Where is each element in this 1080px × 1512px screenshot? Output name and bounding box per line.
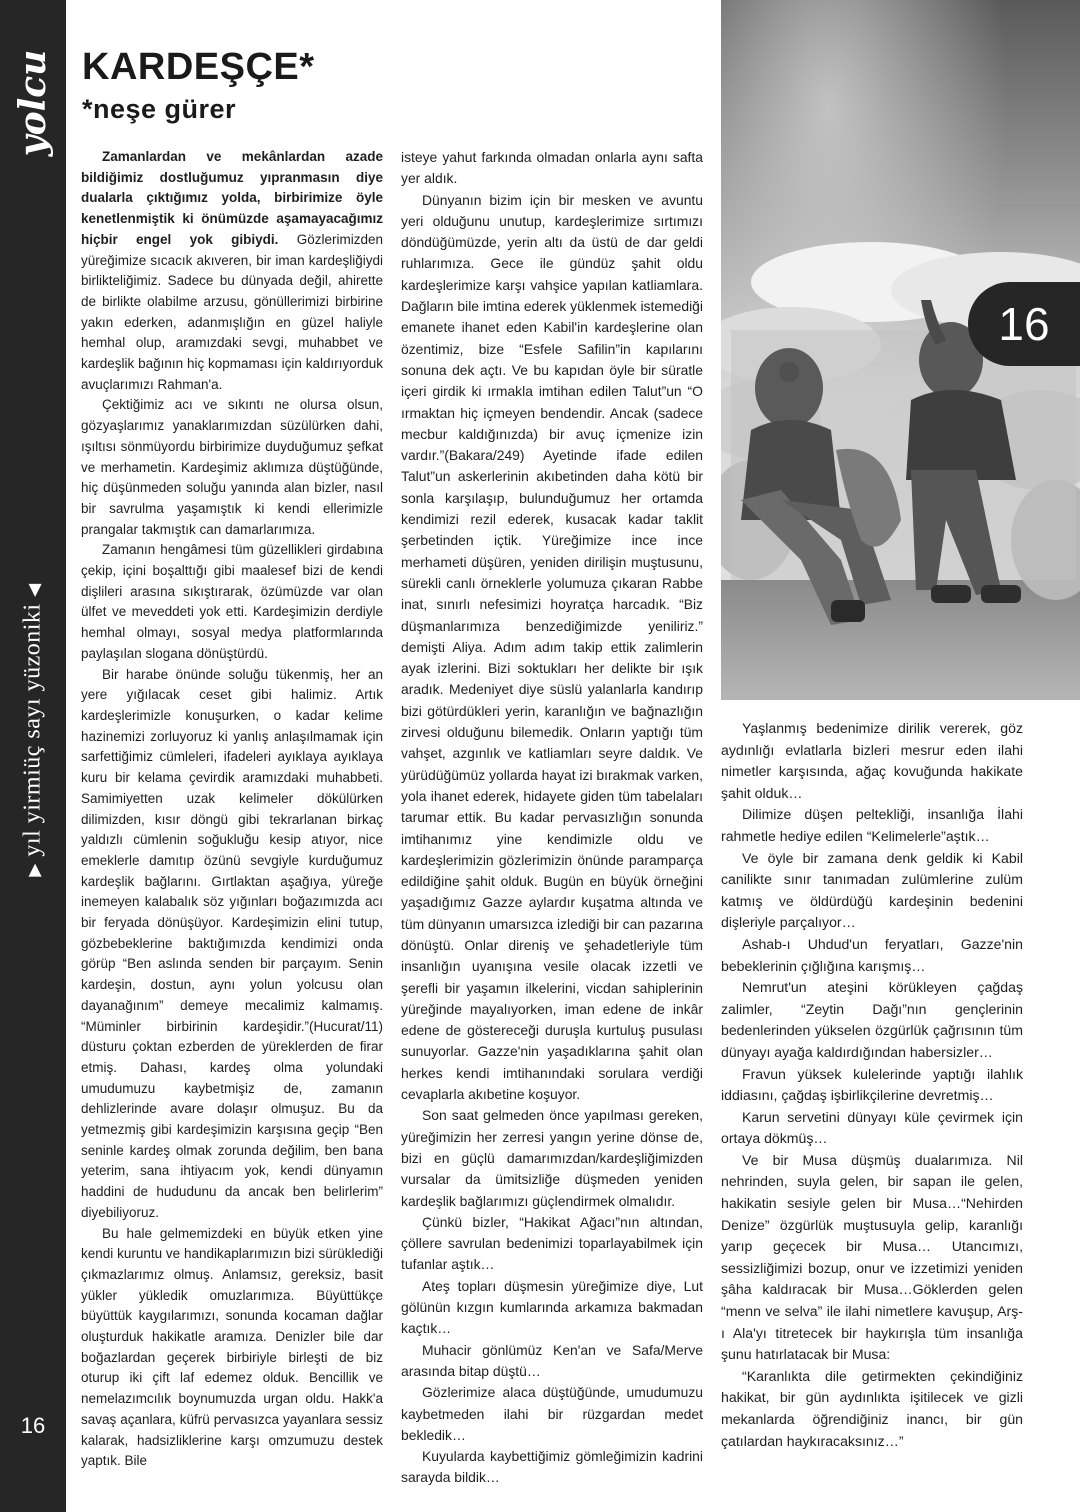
paragraph: Zamanın hengâmesi tüm güzellikleri girdabına çekip, içini boşalttığı gibi maalesef bizi de kendi dişlileri arasına sıkıştırarak, özümüzde var olan ülfet ve meveddeti yok etti. Kardeşimizin derdiyle hemhal olmayı, sosyal medya platformlarında paylaşılan sloganа dönüştürdü. — [81, 542, 383, 661]
left-sidebar — [0, 0, 66, 1512]
paragraph: Ve öyle bir zamana denk geldik ki Kabil canilikte sınır tanımadan zulümlerine zulüm katmış ve öldürdüğü kardeşinin bedenini dişleriyle parçalıyor… — [721, 849, 1023, 931]
text-column-2 — [401, 147, 703, 1489]
paragraph: Karun servetini dünyayı küle çevirmek için ortaya dökmüş… — [721, 1108, 1023, 1147]
paragraph: Gözlerimize alaca düştüğünde, umudumuzu kaybetmeden ilahi bir rüzgardan medet bekledik… — [401, 1384, 703, 1443]
paragraph: Dilimize düşen peltekliği, insanlığa İlahi rahmetle hediye edilen “Kelimelerle”aştık… — [721, 806, 1023, 844]
paragraph: Çektiğimiz acı ve sıkıntı ne olursa olsun, gözyaşlarımız yanaklarımızdan süzülürken dahi, ışıltısı sönmüyordu birbirimize duyduğumuz şefkat ve merhametin. Kardeşimiz aklımıza düştüğünde, hiç düşünmeden soluğu yanında alan bizler, nasıl bir savrulma yaşamıştık ki kendi ellerimizle prangalar takmıştık can damarlarımıza. — [81, 397, 383, 537]
paragraph-text: Gözlerimizden yüreğimize sıcacık akıveren, bir iman kardeşliğiydi birlikteliğimiz. Sadece bu dünyada değil, ahirette de birlikte olabilme arzusu, gönüllerimizi birbirine yakın ederken, adanmışlığın en güzel haliyle hemhal olup, aramızdaki sevgi, muhabbet ve kardeşlik bağının hiç kopmaması için kaldırıyorduk avuçlarımızı Rahman'a. — [81, 231, 383, 392]
article-author: *neşe gürer — [82, 94, 237, 124]
paragraph: Fravun yüksek kulelerinde yaptığı ilahlık iddiasını, çağdaş işbirlikçilerine devretmiş… — [721, 1065, 1023, 1104]
page-badge-number: 16 — [998, 298, 1050, 350]
paragraph: Dünyanın bizim için bir mesken ve avuntu yeri olduğunu unutup, kardeşlerimize sırtımızı döndüğümüzde, yerin altı da üstü de dar geldi ruhlarımıza. Gece ile gündüz şahit oldu kardeşlerimize karşı vahşice yapılan katliamlara. Dağların bile imtina ederek yüklenmek istemediği emanete ihanet eden Kabil'in kardeşlerine olan özentimiz, bize “Esfele Safilin”in kapılarını sonuna dek açtı. Ve bu kapıdan öyle bir süratle içeri girdik ki ırmakla imtihan edilen Talut”un “O ırmaktan hiç içmeyen bendendir. Ancak (sadece mecbur kaldığınızda) bir avuç içmenize izin vardır.”(Bakara/249) Ayetinde ifade edilen Talut”un askerlerinin akıbetinden daha kötü bir sonla karşılaşıp, bulunduğumuz her ortamda kendimizi rezil ederek, kusacak kadar taklit şerbetinden içtik. Yüreğimize ince ince merhameti düşüren, yeniden dirilişin muştusunu, sürekli canlı örneklerle yolumuza çıkaran Rabbe inat, sınırlı nefesimizi hoyratça harcadık. “Biz düşmanlarımıza benzediğimizde yeniliriz.” demişti Aliya. Adım adım takip ettik zalimlerin ayak izlerini. Bizi soktukları her delikte bir ışık aradık. Medeniyet diye süslü yalanlarla kandırıp bizi götürdükleri yerin, karanlığın ve bağnazlığın zirvesi olduğunu bilemedik. Onların yaptığı tüm vahşet, azgınlık ve katliamları seyre daldık. Ve yürüdüğümüz yollarda hayat izi bırakmak varken, yola ihanet ederek, hidayete giden tüm tabelaları tarumar ettik. Bu kadar pervasızlığın sonunda imtihanımız yine kendimizle oldu ve kardeşlerimizin gözlerimizin önünde paramparça edildiğine şahit olduk. Bugün en büyük örneğini yaşadığımız Gazze aylardır kuşatma altında ve tüm dünyanın umarsızca izlediği bir can pazarına dönüştü. Onlar direniş ve şehadetleriyle tüm insanlığın uyanışına vesile olacak izzetli ve şerefli bir yaşamın ilkelerini, vicdan sahiplerinin yüreğinde mayalıyorken, iman edene de inkâr edene de göstereceği duruşla kurtuluş pusulası sunuyorlar. Gazze'nin yaşadıklarına şahit olan herkes kendi imtihanındaki sorulara verdiği cevaplarla akıbetine koşuyor. — [401, 191, 703, 1103]
paragraph: Ateş topları düşmesin yüreğimize diye, Lut gölünün kızgın kumlarında arkamıza bakmadan kaçtık… — [401, 1277, 703, 1337]
issue-line — [20, 583, 47, 876]
paragraph: Bir harabe önünde soluğu tükenmiş, her an yere yığılacak ceset gibi halimiz. Artık kardeşlerimizle konuşurken, o kadar kelime hazinemizi zorluyoruz ki yanlış anlaşılmamak için sarfettiğimiz cümleleri, ifadeleri ayıklaya ayıklaya kuru bir kelama çevirdik aramızdaki muhabbeti. Samimiyetten uzak kelimeler dökülürken dilimizden, kısır döngü gibi tekrarlanan birkaç yaldızlı cümlenin soğukluğu kesip atıyor, nice emeklerle damıtıp özünü sevgiyle kurduğumuz kardeşlik bağlarını. Gırtlaktan aşağıya, yüreğe inemeyen kalabalık söz yığınları boğazımızda acı bir feryada dönüşüyor. Kardeşimizin elini tutup, gözbebeklerine baktığımızda kendimizi onda görüp “Ben aslında senden bir parçayım. Senin kardeşin, dostun, aynı yolun yolcusu olan dayanağınım” demeye mecalimiz kalmamış. “Müminler birbirinin kardeşidir.”(Hucurat/11) düsturu çoktan ezberden de yüreklerden de firar etmiş. Dahası, kardeş olma yolundaki umudumuzu kaybetmişiz de, zamanın dehlizlerinde avare dolaşır olmuşuz. Bu da yetmezmiş gibi kardeşimizin karşısına geçip “Ben seninle kardeş olmak zorunda değilim, ben bana yeterim, sana ihtiyacım yok, kendi dünyamın haddini de hududunu da ancak ben belirlerim” diyebiliyoruz. — [81, 666, 383, 1220]
magazine-brand: yolcu — [12, 49, 54, 157]
paragraph: Bu hale gelmemizdeki en büyük etken yine kendi kuruntu ve handikaplarımızın bizi sürüklediği çıkmazlarımız olmuş. Anlamsız, gereksiz, basit yükler yükledik omuzlarımıza. Büyüttükçe büyüttük kaygılarımızı, sonunda kocaman dağlar oluşturduk hakikatle aramıza. Denizler bile dar boğazlardan geçerek birbiriyle birleşti de biz oturup iki çift laf edemez olduk. Bencillik ve nemelazımcılık boynumuzda urgan oldu. Hakk'a savaş açanlara, küfrü pervasızca yayanlara sessiz kalarak, hadsizliklerine karşı omzumuzu destek yaptık. Bile — [81, 1225, 383, 1469]
issue-marker-end: ◀ — [24, 583, 44, 597]
paragraph: Kuyularda kaybettiğimiz gömleğimizin kadrini sarayda bildik… — [401, 1448, 703, 1486]
paragraph: Ve bir Musa düşmüş dualarımıza. Nil nehrinden, suyla gelen, bir sapan ile gelen, hakikatin sesiyle gelen bir Musa…“Nehirden Denize” özgürlük muştusuyla gelip, karanlığı yarıp geçecek bir Musa… Utancımızı, sessizliğimizi bozup, onur ve izzetimizi yeniden şâha kaldıracak bir Musa…Göklerden gelen “menn ve selva” ile ilahi nimetlere kavuşup, Arş-ı Ala'yı titretecek bir haykırışla tüm insanlığa şunu hatırlatacak bir Musa: — [721, 1151, 1023, 1363]
page-number: 16 — [20, 1413, 46, 1438]
text-column-1 — [81, 147, 383, 1472]
paragraph: isteye yahut farkında olmadan onlarla aynı safta yer aldık. — [401, 149, 703, 187]
paragraph: Yaşlanmış bedenimize dirilik vererek, göz aydınlığı evlatlarla bizleri mesrur eden ilahi nimetler karşısında, ağaç kovuğunda hakikate şahit olduk… — [721, 720, 1023, 801]
lead-text: Zamanlardan ve mekânlardan azade bildiğimiz dostluğumuz yıpranmasın diye dualarla çıktığımız yolda, birbirimize öyle kenetlenmiştik ki önümüzde aşamayacağımız hiçbir engel yok gibiydi. — [81, 149, 383, 247]
issue-marker-start: ▶ — [24, 863, 44, 877]
paragraph: Nemrut'un ateşini körükleyen çağdaş zalimler, “Zeytin Dağı”nın gençlerinin bedenlerinden yükselen özgürlük çağrısının tüm dünyayı ayağa kaldırdığından habersizler… — [721, 979, 1023, 1060]
text-column-3 — [721, 718, 1023, 1452]
paragraph: Çünkü bizler, “Hakikat Ağacı”nın altından, çöllere savrulan bedenimizi toparlayabilmek için tufanlar aştık… — [401, 1213, 703, 1273]
issue-text: yıl yirmiüç sayı yüzoniki — [19, 603, 46, 857]
paragraph: Muhacir gönlümüz Ken'an ve Safa/Merve arasında bitap düştü… — [401, 1341, 703, 1379]
page-number-badge — [968, 282, 1080, 366]
paragraph: Son saat gelmeden önce yapılması gereken, yüreğimizin her zerresi yangın yerine dönse de, bizi en güçlü damarımızdan/kardeşliğimizden vursalar da ümitsizliğe düşmeden yeniden kardeşlik bağlarımızı güçlendirmek olmalıdır. — [401, 1107, 703, 1209]
article-title: KARDEŞÇE* — [82, 46, 315, 88]
paragraph: “Karanlıkta dile getirmekten çekindiğiniz hakikat, bir gün aydınlıkta işitilecek ve gizli mekanlarda öğrendiğiniz inancı, bir gün çatılardan haykıracaksınız…” — [721, 1367, 1023, 1449]
paragraph — [81, 147, 383, 395]
paragraph: Ashab-ı Uhdud'un feryatları, Gazze'nin bebeklerinin çığlığına karışmış… — [721, 935, 1023, 974]
